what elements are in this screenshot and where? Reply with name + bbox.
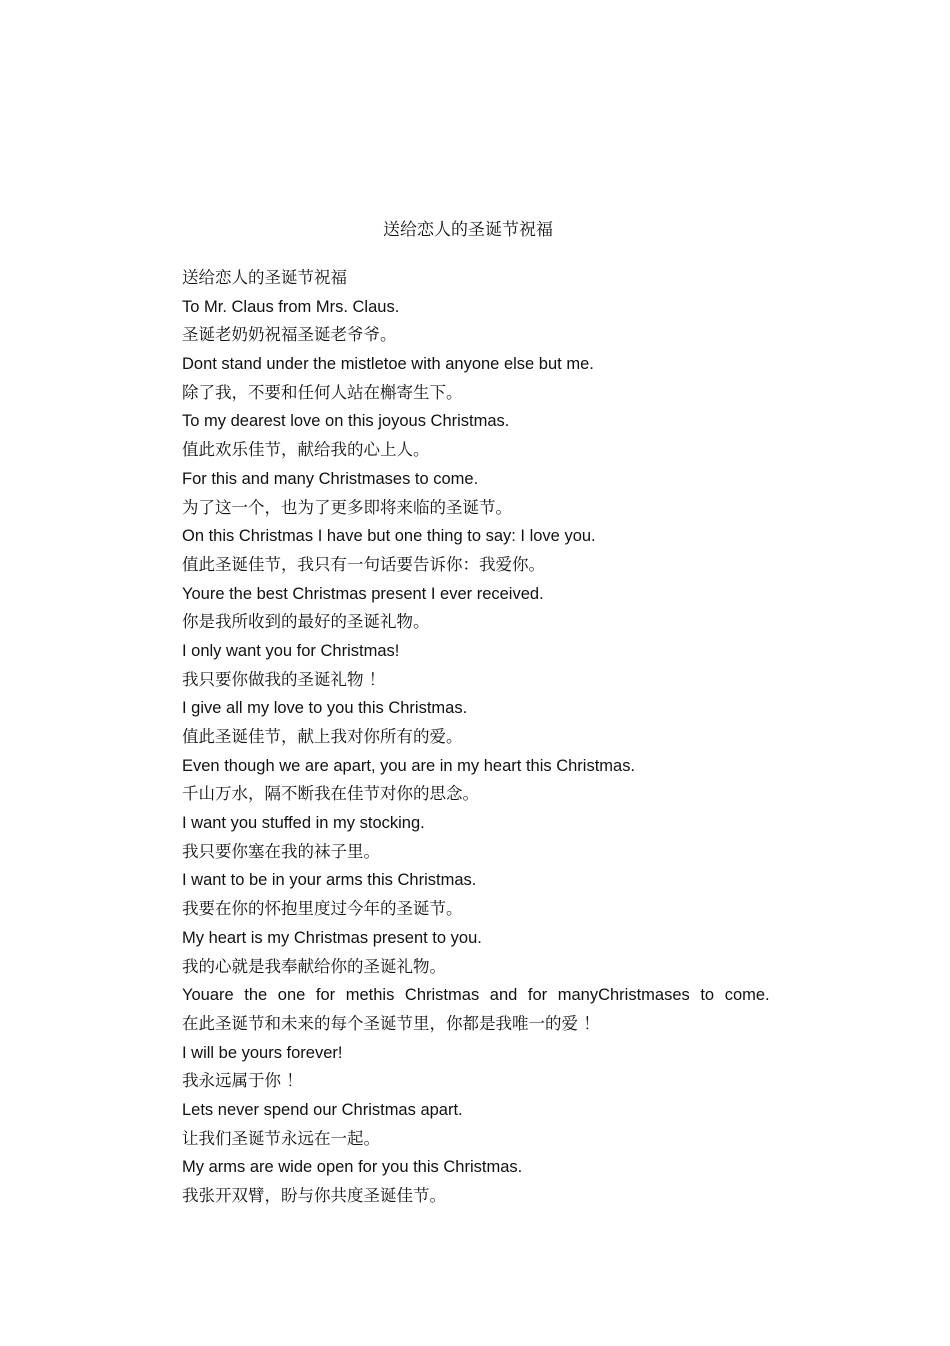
- text-line-1: 送给恋人的圣诞节祝福: [182, 268, 347, 287]
- text-line-20: I want you stuffed in my stocking.: [182, 814, 425, 833]
- text-line-10: On this Christmas I have but one thing to say: I love you.: [182, 527, 596, 546]
- text-line-4: Dont stand under the mistletoe with anyone else but me.: [182, 355, 594, 374]
- text-line-21: 我只要你塞在我的袜子里。: [182, 841, 380, 861]
- text-line-7: 值此欢乐佳节，献给我的心上人。: [182, 440, 430, 460]
- text-line-17: 值此圣诞佳节，献上我对你所有的爱。: [182, 727, 463, 746]
- text-line-2: To Mr. Claus from Mrs. Claus.: [182, 297, 400, 316]
- text-line-15: 我只要你做我的圣诞礼物 ！: [182, 669, 386, 689]
- text-line-5: 除了我，不要和任何人站在槲寄生下。: [182, 382, 463, 402]
- text-line-14: I only want you for Christmas!: [182, 641, 400, 660]
- text-line-26: Youare the one for methis Christmas and for manyChristmases to come.: [182, 986, 770, 1005]
- text-line-16: I give all my love to you this Christmas.: [182, 699, 468, 718]
- text-line-22: I want to be in your arms this Christmas.: [182, 871, 477, 890]
- text-line-32: My arms are wide open for you this Christmas.: [182, 1158, 523, 1177]
- text-line-3: 圣诞老奶奶祝福圣诞老爷爷。: [182, 325, 397, 345]
- text-line-33: 我张开双臂，盼与你共度圣诞佳节。: [182, 1186, 446, 1205]
- text-line-24: My heart is my Christmas present to you.: [182, 928, 482, 947]
- text-line-6: To my dearest love on this joyous Christmas.: [182, 412, 510, 431]
- document-title: 送给恋人的圣诞节祝福: [383, 220, 553, 240]
- text-line-28: I will be yours forever!: [182, 1043, 343, 1062]
- text-line-19: 千山万水，隔不断我在佳节对你的思念。: [182, 784, 479, 804]
- document-body: [182, 264, 822, 1211]
- text-line-30: Lets never spend our Christmas apart.: [182, 1100, 463, 1119]
- text-line-27: 在此圣诞节和未来的每个圣诞节里，你都是我唯一的爱 ！: [182, 1013, 600, 1033]
- text-line-13: 你是我所收到的最好的圣诞礼物。: [182, 612, 430, 632]
- text-line-29: 我永远属于你 ！: [182, 1071, 303, 1091]
- text-line-31: 让我们圣诞节永远在一起。: [182, 1128, 380, 1148]
- text-line-12: Youre the best Christmas present I ever received.: [182, 584, 544, 603]
- text-line-11: 值此圣诞佳节，我只有一句话要告诉你：我爱你。: [182, 554, 545, 574]
- text-line-9: 为了这一个，也为了更多即将来临的圣诞节。: [182, 497, 512, 517]
- text-line-25: 我的心就是我奉献给你的圣诞礼物。: [182, 956, 446, 976]
- text-line-18: Even though we are apart, you are in my heart this Christmas.: [182, 756, 636, 775]
- text-line-23: 我要在你的怀抱里度过今年的圣诞节。: [182, 899, 463, 919]
- text-line-8: For this and many Christmases to come.: [182, 469, 479, 488]
